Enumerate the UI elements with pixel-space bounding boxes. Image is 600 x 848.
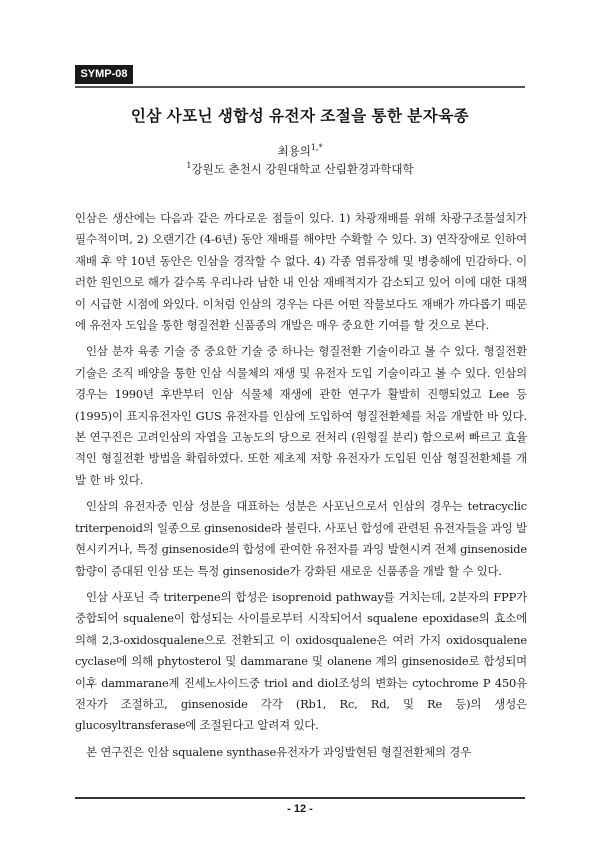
author-name: 최용의 [277,144,311,158]
paragraph-1: 인삼은 생산에는 다음과 같은 까다로운 점들이 있다. 1) 차광재배를 위해 차광구조물설치가 필수적이며, 2) 오랜기간 (4-6년) 동안 재배를 해야만 수확할 수 있다. 3) 연작장애로 인하여 재배 후 약 10년 동안은 인삼을 경작할 수 없다. 4) 각종 염류장해 및 병충해에 민감하다. 이러한 원인으로 해가 갈수록 우리나라 남한 내 인삼 재배적지가 감소되고 있어 이에 대한 대책이 시급한 시점에 와있다. 이처럼 인삼의 경우는 다른 어떤 작물보다도 재배가 까다롭기 때문에 유전자 도입을 통한 형질전환 신품종의 개발은 매우 중요한 기여를 할 것으로 본다. [75,211,527,333]
paragraph-5: 본 연구진은 인삼 squalene synthase유전자가 과잉발현된 형질전환체의 경우 [86,744,472,759]
paragraph-3: 인삼의 유전자중 인삼 성분을 대표하는 성분은 사포닌으로서 인삼의 경우는 tetracyclic triterpenoid의 일종으로 ginsenoside라 불린다. 사포닌 합성에 관련된 유전자들을 과잉 발현시키거나, 특정 ginsenoside의 합성에 관여한 유전자를 과잉 발현시켜 전체 ginsenoside 함량이 증대된 인삼 또는 특정 ginsenoside가 강화된 새로운 신품종을 개발 할 수 있다. [75,499,527,578]
author-line [0,143,600,159]
author-marks: 1,* [310,143,323,153]
affiliation-mark: 1 [186,161,192,171]
abstract-body [75,208,527,768]
page-number: - 12 - [287,803,313,815]
paper-title: 인삼 사포닌 생합성 유전자 조절을 통한 분자육종 [130,108,470,125]
affiliation-text: 강원도 춘천시 강원대학교 산림환경과학대학 [191,162,414,176]
paragraph-2: 인삼 분자 육종 기술 중 중요한 기술 중 하나는 형질전환 기술이라고 볼 수 있다. 형질전환 기술은 조직 배양을 통한 인삼 식물체의 재생 및 유전자 도입 기술이라고 볼 수 있다. 인삼의 경우는 1990년 후반부터 인삼 식물체 재생에 관한 연구가 활발히 진행되었고 Lee 등 (1995)이 표지유전자인 GUS 유전자를 인삼에 도입하여 형질전환체를 처음 개발한 바 있다. 본 연구진은 고려인삼의 자엽을 고농도의 당으로 전처리 (원형질 분리) 함으로써 빠르고 효율적인 형질전환 방법을 확립하였다. 또한 제초제 저항 유전자가 도입된 인삼 형질전환체를 개발 한 바 있다. [75,344,527,487]
paragraph-4: 인삼 사포닌 즉 triterpene의 합성은 isoprenoid pathway를 거치는데, 2분자의 FPP가 중합되어 squalene이 합성되는 사이를로부터 시작되어서 squalene epoxidase의 효소에 의해 2,3-oxidosqualene으로 전환되고 이 oxidosqualene은 여러 가지 oxidosqualene cyclase에 의해 phytosterol 및 dammarane 및 olanene 계의 ginsenoside로 합성되며 이후 dammarane계 진세노사이드중 triol and diol조성의 변화는 cytochrome P 450유전자가 조절하고, ginsenoside 각각 (Rb1, Rc, Rd, 및 Re 등)의 생성은 glucosyltransferase에 조절된다고 알려져 있다. [75,589,527,733]
session-badge: SYMP-08 [75,65,133,84]
affiliation-line [0,161,600,177]
header-rule [75,86,525,88]
footer-rule [75,797,525,799]
